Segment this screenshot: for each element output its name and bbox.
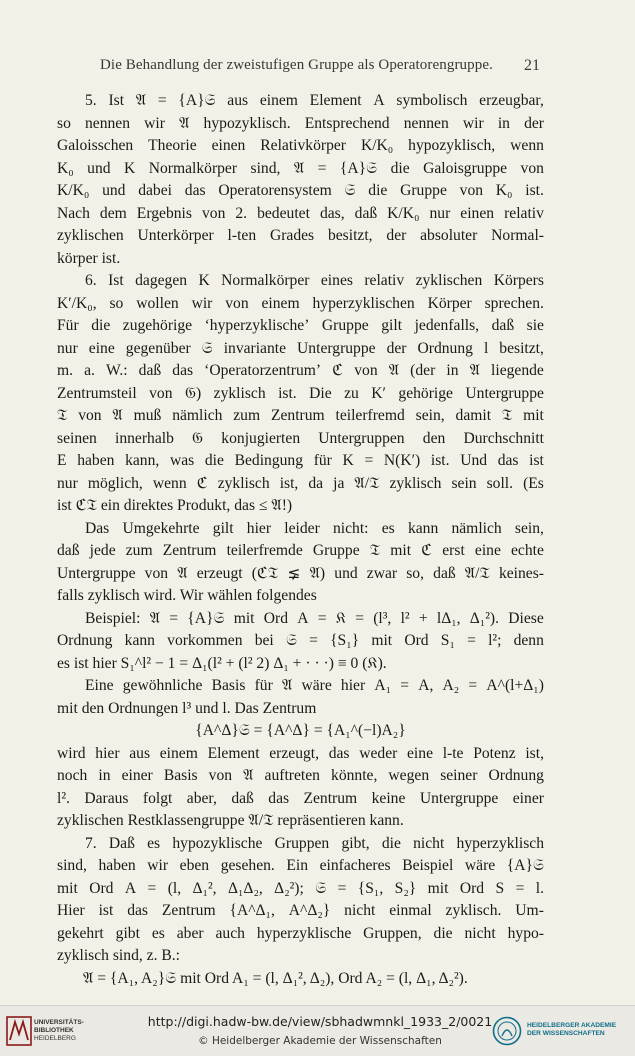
text-line: K/K₀ und dabei das Operatorensystem 𝔖 die Gruppe von K₀ ist. [57,182,544,199]
text-line: m. a. W.: daß das ‘Operatorzentrum’ ℭ von 𝔄 (der in 𝔄 liegende [57,362,544,379]
text-line: K′/K₀, so wollen wir von einem hyperzyklischen Körper sprechen. [57,294,544,312]
footer-bar [0,1005,635,1056]
text-line: Hier ist das Zentrum {A^Δ₁, A^Δ₂} nicht einmal zyklisch. Um- [57,902,544,919]
text-line: es ist hier S₁^l² − 1 = Δ₁(l² + (l² 2) Δ₁ + · · ·) ≡ 0 (𝔎). [57,654,387,672]
text-line: daß jede zum Zentrum teilerfremde Gruppe 𝔗 mit ℭ erst eine echte [57,542,544,559]
text-line: nur eine gegenüber 𝔖 invariante Untergruppe der Ordnung l besitzt, [57,339,544,357]
page-number: 21 [524,57,540,74]
text-line: gekehrt gibt es aber auch hyperzyklische Gruppen, die nicht hypo- [57,924,544,942]
body-text [57,90,544,990]
academy-name-line: DER WISSENSCHAFTEN [527,1030,605,1037]
text-line: mit den Ordnungen l³ und l. Das Zentrum [57,699,317,717]
text-line: seinen innerhalb 𝔊 konjugierten Untergruppen den Durchschnitt [57,429,544,447]
text-line: 5. Ist 𝔄 = {A}𝔖 aus einem Element A symbolisch erzeugbar, [85,92,544,109]
text-line: so nennen wir 𝔄 hypozyklisch. Entsprechend nennen wir in der [57,114,544,132]
university-library-name [34,1019,84,1043]
copyright-notice: © Heidelberger Akademie der Wissenschaften [198,1035,442,1047]
academy-name [527,1022,616,1038]
text-line: noch in einer Basis von 𝔄 auftreten könnte, wegen seiner Ordnung [57,767,544,784]
text-line: zyklischen Restklassengruppe 𝔄/𝔗 repräsentieren kann. [57,812,404,829]
ub-name-line: HEIDELBERG [34,1035,76,1042]
text-line: {A^Δ}𝔖 = {A^Δ} = {A₁^(−l)A₂} [195,722,406,739]
text-line: sind, haben wir eben gesehen. Ein einfacheres Beispiel wäre {A}𝔖 [57,857,544,874]
text-line: 𝔗 von 𝔄 muß nämlich zum Zentrum teilerfremd sein, damit 𝔗 mit [57,407,544,424]
text-line: wird hier aus einem Element erzeugt, das weder eine l-te Potenz ist, [57,744,544,762]
academy-seal-icon [492,1016,522,1046]
permalink-url[interactable]: http://digi.hadw-bw.de/view/sbhadwmnkl_1933_2/0021 [147,1014,493,1029]
text-line: Ordnung kann vorkommen bei 𝔖 = {S₁} mit Ord S₁ = l²; denn [57,632,544,649]
text-line: E haben kann, was die Bedingung für K = N(K′) ist. Und das ist [57,452,544,469]
text-line: mit Ord A = (l, Δ₁², Δ₁Δ₂, Δ₂²); 𝔖 = {S₁, S₂} mit Ord S = l. [57,879,544,897]
text-line: Für die zugehörige ‘hyperzyklische’ Gruppe gilt jedenfalls, daß sie [57,317,544,334]
text-line: Zentrumsteil von 𝔊) zyklisch ist. Die zu K′ gehörige Untergruppe [57,384,544,402]
text-line: 7. Daß es hypozyklische Gruppen gibt, die nicht hyperzyklisch [85,834,544,852]
ub-name-line: UNIVERSITÄTS- [34,1019,84,1026]
running-title: Die Behandlung der zweistufigen Gruppe als Operatorengruppe. [100,57,493,73]
text-line: 6. Ist dagegen K Normalkörper eines relativ zyklischen Körpers [85,272,544,289]
text-line: falls zyklisch wird. Wir wählen folgendes [57,587,317,604]
text-line: Galoisschen Theorie einen Relativkörper K/K₀ hypozyklisch, wenn [57,137,544,154]
running-header [100,57,540,77]
text-line: Nach dem Ergebnis von 2. bedeutet das, daß K/K₀ nur einen relativ [57,204,544,222]
text-line: l². Daraus folgt aber, daß das Zentrum keine Untergruppe einer [57,789,544,807]
academy-name-line: HEIDELBERGER AKADEMIE [527,1022,617,1029]
text-line: K₀ und K Normalkörper sind, 𝔄 = {A}𝔖 die Galoisgruppe von [57,159,544,177]
text-line: 𝔄 = {A₁, A₂}𝔖 mit Ord A₁ = (l, Δ₁², Δ₂), Ord A₂ = (l, Δ₁, Δ₂²). [83,969,468,987]
text-line: ist ℭ𝔗 ein direktes Produkt, das ≤ 𝔄!) [57,497,293,514]
text-line: Das Umgekehrte gilt hier leider nicht: es kann nämlich sein, [85,519,544,537]
text-line: Beispiel: 𝔄 = {A}𝔖 mit Ord A = 𝔎 = (l³, l² + lΔ₁, Δ₁²). Diese [85,609,544,627]
text-line: Untergruppe von 𝔄 erzeugt (ℭ𝔗 ⪇ 𝔄) und zwar so, daß 𝔄/𝔗 keines- [57,564,544,582]
ub-name-line: BIBLIOTHEK [34,1027,74,1034]
text-line: nur möglich, wenn ℭ zyklisch ist, da ja 𝔄/𝔗 zyklisch sein soll. (Es [57,474,544,492]
text-line: zyklischen Unterkörper l-ten Grades besitzt, der absoluter Normal- [57,227,544,244]
text-line: Eine gewöhnliche Basis für 𝔄 wäre hier A₁ = A, A₂ = A^(l+Δ₁) [85,677,544,694]
university-library-logo-icon [6,1016,32,1046]
text-line: zyklisch sind, z. B.: [57,947,181,964]
text-line: körper ist. [57,249,121,267]
